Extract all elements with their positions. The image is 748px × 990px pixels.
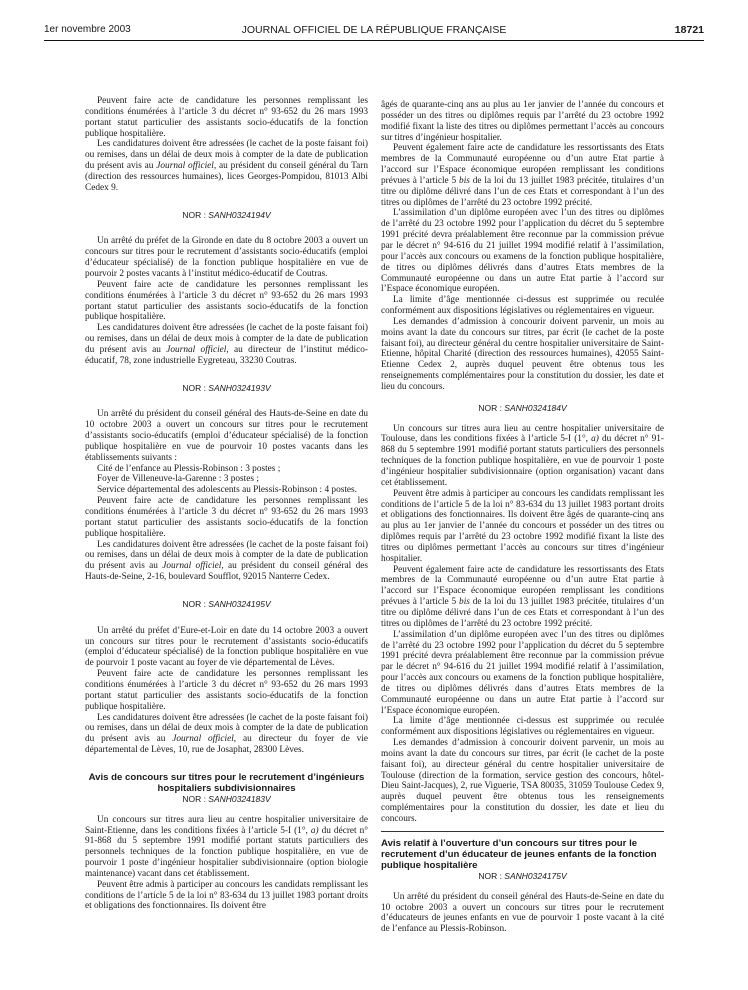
list-item: Service départemental des adolescents au Plessis-Robinson : 4 postes. [97,485,357,496]
nor-reference: NOR : SANH0324194V [182,209,271,220]
nor-reference: NOR : SANH0324184V [478,402,567,413]
paragraph: Un arrêté du préfet de la Gironde en date du 8 octobre 2003 a ouvert un concours sur titres pour le recrutement d’assistants socio-éducatifs (emploi d’éducateur spécialisé) de la fonction publique hospitalière en vue de pourvoir 2 postes vacants à l’institut médico-éducatif de Coutras. [85,236,368,279]
paragraph: Les demandes d’admission à concourir doivent parvenir, un mois au moins avant la date du concours sur titres, par écrit (le cachet de la poste faisant foi), au directeur général du centre hospitalier universitaire de Toulouse (direction de la formation, service gestion des concours, hôtel-Dieu Saint-Jacques), 2, rue Viguerie, TSA 80035, 31059 Toulouse Cedex 9, auprès duquel peuvent être obtenus tous les renseignements complémentaires pour la constitution du dossier, les date et lieu du concours. [381,738,664,824]
paragraph: Un concours sur titres aura lieu au centre hospitalier universitaire de Saint-Etienne, dans les conditions fixées à l’article 5-I (1°, a) du décret n° 91-868 du 5 septembre 1991 modifié portant statuts particuliers des personnels techniques de la fonction publique hospitalière, en vue de pourvoir 1 poste d’ingénieur hospitalier subdivisionnaire (option biologie maintenance) vacant dans cet établissement. [85,814,368,879]
paragraph: Peuvent faire acte de candidature les personnes remplissant les conditions énumérées à l’article 3 du décret n° 93-652 du 26 mars 1993 portant statut particulier des assistants socio-éducatifs de la fonction publique hospitalière. [85,96,368,139]
right-column [381,100,664,935]
paragraph: Un arrêté du préfet d’Eure-et-Loir en date du 14 octobre 2003 a ouvert un concours sur titres pour le recrutement d’assistants socio-éducatifs (emploi d’éducateur spécialisé) de la fonction publique hospitalière en vue de pourvoir 1 poste vacant au foyer de vie départemental de Lèves. [85,625,368,669]
paragraph: Peuvent également faire acte de candidature les ressortissants des Etats membres de la Communauté européenne ou d’un autre Etat partie à l’accord sur l’Espace économique européen remplissant les conditions prévues à l’article 5 bis de la loi du 13 juillet 1983 précitée, titulaires d’un titre ou diplôme délivré dans l’un de ces Etats et correspondant à l’un des titres ou diplômes de l’arrêté du 23 octobre 1992 précité. [381,143,665,208]
paragraph: Peuvent faire acte de candidature les personnes remplissant les conditions énumérées à l’article 3 du décret n° 93-652 du 26 mars 1993 portant statut particulier des assistants socio-éducatifs de la fonction publique hospitalière. [85,279,368,323]
paragraph: Les candidatures doivent être adressées (le cachet de la poste faisant foi) ou remises, dans un délai de deux mois à compter de la date de publication du présent avis au Journal officiel, au président du conseil général du Tarn (direction des ressources humaines), lices Georges-Pompidou, 81013 Albi Cedex 9. [85,139,368,193]
paragraph: Les demandes d’admission à concourir doivent parvenir, un mois au moins avant la date du concours sur titres, par écrit (le cachet de la poste faisant foi), au directeur général du centre hospitalier universitaire de Saint-Etienne, hôpital Charité (direction des ressources humaines), 42055 Saint-Etienne Cedex 2, auprès duquel peuvent être obtenus tous les renseignements complémentaires pour la constitution du dossier, les date et lieu du concours. [381,316,664,392]
nor-reference: NOR : SANH0324175V [478,870,567,881]
page-header [44,24,704,40]
header-rule [44,40,704,41]
paragraph: Peuvent être admis à participer au concours les candidats remplissant les conditions de l’article 5 de la loi n° 83-634 du 13 juillet 1983 portant droits et obligations des fonctionnaires. Ils doivent être [85,879,368,912]
header-date: 1er novembre 2003 [44,24,131,35]
paragraph: La limite d’âge mentionnée ci-dessus est supprimée ou reculée conformément aux dispositions législatives ou réglementaires en vigueur. [381,295,664,317]
left-column [85,96,368,912]
section-title: Avis de concours sur titres pour le recrutement d’ingénieurs hospitaliers subdivisionnaires [88,771,365,794]
nor-reference: NOR : SANH0324195V [182,598,271,609]
paragraph: Un concours sur titres aura lieu au centre hospitalier universitaire de Toulouse, dans les conditions fixées à l’article 5-I (1°, a) du décret n° 91-868 du 5 septembre 1991 modifié portant statuts particuliers des personnels techniques de la fonction publique hospitalière, en vue de pourvoir 1 poste d’ingénieur hospitalier subdivisionnaire (option organisation) vacant dans cet établissement. [381,423,665,488]
paragraph: Les candidatures doivent être adressées (le cachet de la poste faisant foi) ou remises, dans un délai de deux mois à compter de la date de publication du présent avis au Journal officiel, au président du conseil général des Hauts-de-Seine, 2-16, boulevard Soufflot, 92015 Nanterre Cedex. [85,539,368,583]
paragraph: Les candidatures doivent être adressées (le cachet de la poste faisant foi) ou remises, dans un délai de deux mois à compter de la date de publication du présent avis au Journal officiel, au directeur de l’institut médico-éducatif, 78, zone industrielle Eygreteau, 33230 Coutras. [85,323,368,366]
paragraph: Peuvent également faire acte de candidature les ressortissants des Etats membres de la Communauté européenne ou d’un autre Etat partie à l’accord sur l’Espace économique européen remplissant les conditions prévues à l’article 5 bis de la loi du 13 juillet 1983 précitée, titulaires d’un titre ou diplôme délivré dans l’un de ces Etats et correspondant à l’un des titres ou diplômes de l’arrêté du 23 octobre 1992 précité. [381,564,665,629]
list-item: Cité de l’enfance au Plessis-Robinson : 3 postes ; [97,463,281,474]
paragraph: Les candidatures doivent être adressées (le cachet de la poste faisant foi) ou remises, dans un délai de deux mois à compter de la date de publication du présent avis au Journal officiel, au directeur du foyer de vie départemental de Lèves, 10, rue de Josaphat, 28300 Lèves. [85,712,368,756]
nor-reference: NOR : SANH0324183V [182,793,271,804]
header-title: JOURNAL OFFICIEL DE LA RÉPUBLIQUE FRANÇAISE [241,24,507,36]
paragraph: Un arrêté du président du conseil général des Hauts-de-Seine en date du 10 octobre 2003 a ouvert un concours sur titres pour le recrutement d’éducateurs de jeunes enfants en vue de pourvoir 1 poste vacant à la cité de l’enfance au Plessis-Robinson. [381,891,664,935]
section-title: Avis relatif à l’ouverture d’un concours sur titres pour le recrutement d’un éducateur de jeunes enfants de la fonction publique hospitalière [381,837,657,871]
paragraph: âgés de quarante-cinq ans au plus au 1er janvier de l’année du concours et posséder un des titres ou diplômes requis par l’arrêté du 23 octobre 1992 modifié fixant la liste des titres ou diplômes permettant l’accès au concours sur titres d’ingénieur hospitalier. [381,100,664,143]
paragraph: Un arrêté du président du conseil général des Hauts-de-Seine en date du 10 octobre 2003 a ouvert un concours sur titres pour le recrutement d’assistants socio-éducatifs (emploi d’éducateur spécialisé) de la fonction publique hospitalière en vue de pourvoir 10 postes vacants dans les établissements suivants : [85,409,368,463]
nor-reference: NOR : SANH0324193V [182,382,271,393]
paragraph: L’assimilation d’un diplôme européen avec l’un des titres ou diplômes de l’arrêté du 23 octobre 1992 pour l’application du décret du 5 septembre 1991 précité devra préalablement être reconnue par la commission prévue par le décret n° 94-616 du 21 juillet 1994 modifié relatif à l’assimilation, pour l’accès aux concours ou examens de la fonction publique hospitalière, de titres ou diplômes délivrés dans d’autres Etats membres de la Communauté européenne ou dans un autre Etat partie à l’accord sur l’Espace économique européen. [381,629,664,716]
section-divider [381,831,664,832]
paragraph: Peuvent faire acte de candidature les personnes remplissant les conditions énumérées à l’article 3 du décret n° 93-652 du 26 mars 1993 portant statut particulier des assistants socio-éducatifs de la fonction publique hospitalière. [85,496,368,539]
paragraph: Peuvent être admis à participer au concours les candidats remplissant les conditions de l’article 5 de la loi n° 83-634 du 13 juillet 1983 portant droits et obligations des fonctionnaires. Ils doivent être âgés de quarante-cinq ans au plus au 1er janvier de l’année du concours et posséder un des titres ou diplômes requis par l’arrêté du 23 octobre 1992 modifié fixant la liste des titres ou diplômes permettant l’accès au concours sur titres d’ingénieur hospitalier. [381,488,664,564]
paragraph: Peuvent faire acte de candidature les personnes remplissant les conditions énumérées à l’article 3 du décret n° 93-652 du 26 mars 1993 portant statut particulier des assistants socio-éducatifs de la fonction publique hospitalière. [85,669,368,712]
list-item: Foyer de Villeneuve-la-Garenne : 3 postes ; [97,474,259,485]
header-page-number: 18721 [674,24,704,36]
paragraph: L’assimilation d’un diplôme européen avec l’un des titres ou diplômes de l’arrêté du 23 octobre 1992 pour l’application du décret du 5 septembre 1991 précité devra préalablement être reconnue par la commission prévue par le décret n° 94-616 du 21 juillet 1994 modifié relatif à l’assimilation, pour l’accès aux concours ou examens de la fonction publique hospitalière, de titres ou diplômes délivrés dans d’autres Etats membres de la Communauté européenne ou dans un autre Etat partie à l’accord sur l’Espace économique européen. [381,208,664,295]
paragraph: La limite d’âge mentionnée ci-dessus est supprimée ou reculée conformément aux dispositions législatives ou réglementaires en vigueur. [381,716,664,738]
